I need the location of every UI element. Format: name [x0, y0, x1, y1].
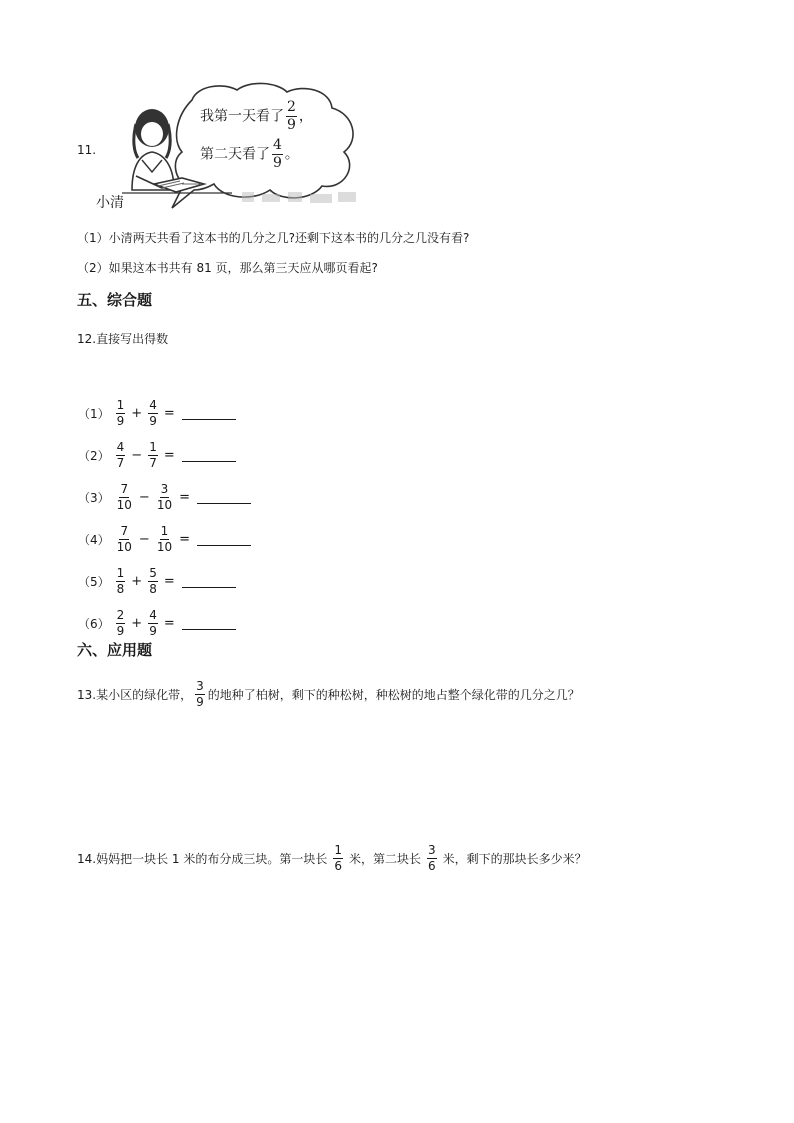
- name-label: 小清: [96, 195, 124, 211]
- answer-blank[interactable]: [182, 449, 236, 462]
- equation-row: （2） $\frac{4}{7}$ − $\frac{1}{7}$ =: [78, 434, 251, 476]
- equation-row: （4） $\frac{7}{10}$ − $\frac{1}{10}$ =: [78, 518, 251, 560]
- section-title-6: 六、应用题: [77, 641, 153, 659]
- fraction-2-9: $\frac{2}{9}$: [287, 99, 296, 133]
- equation-row: （5） $\frac{1}{8}$ + $\frac{5}{8}$ =: [78, 560, 251, 602]
- answer-blank[interactable]: [197, 491, 251, 504]
- bubble-line-2: 第二天看了 $\frac{4}{9}$ 。: [200, 137, 299, 171]
- equation-row: （3） $\frac{7}{10}$ − $\frac{3}{10}$ =: [78, 476, 251, 518]
- section-title-5: 五、综合题: [77, 291, 153, 309]
- bubble-line-1: 我第一天看了 $\frac{2}{9}$ ，: [200, 99, 313, 133]
- fraction-3-9: $\frac{3}{9}$: [196, 679, 204, 709]
- q11-sub-question-2: （2）如果这本书共有 81 页，那么第三天应从哪页看起?: [77, 261, 378, 275]
- illustration-girl-reading: [92, 80, 367, 216]
- q11-sub-question-1: （1）小清两天共看了这本书的几分之几?还剩下这本书的几分之几没有看?: [77, 231, 470, 245]
- fraction-4-9: $\frac{4}{9}$: [273, 137, 282, 171]
- fraction-1-6: $\frac{1}{6}$: [334, 843, 342, 873]
- equation-row: （1） $\frac{1}{9}$ + $\frac{4}{9}$ =: [78, 392, 251, 434]
- question-number-11: 11.: [77, 143, 97, 157]
- answer-blank[interactable]: [182, 575, 236, 588]
- equation-row: （6） $\frac{2}{9}$ + $\frac{4}{9}$ =: [78, 602, 251, 644]
- equation-list: [78, 392, 251, 644]
- fraction-3-6: $\frac{3}{6}$: [428, 843, 436, 873]
- question-13: 13.某小区的绿化带， $\frac{3}{9}$ 的地种了柏树，剩下的种松树，种松树的地占整个绿化带的几分之几？: [77, 679, 580, 709]
- answer-blank[interactable]: [182, 407, 236, 420]
- question-12-title: 12.直接写出得数: [77, 332, 169, 346]
- answer-blank[interactable]: [197, 533, 251, 546]
- question-14: 14.妈妈把一块长 1 米的布分成三块。第一块长 $\frac{1}{6}$ 米，第二块长 $\frac{3}{6}$ 米，剩下的那块长多少米？: [77, 843, 587, 873]
- answer-blank[interactable]: [182, 617, 236, 630]
